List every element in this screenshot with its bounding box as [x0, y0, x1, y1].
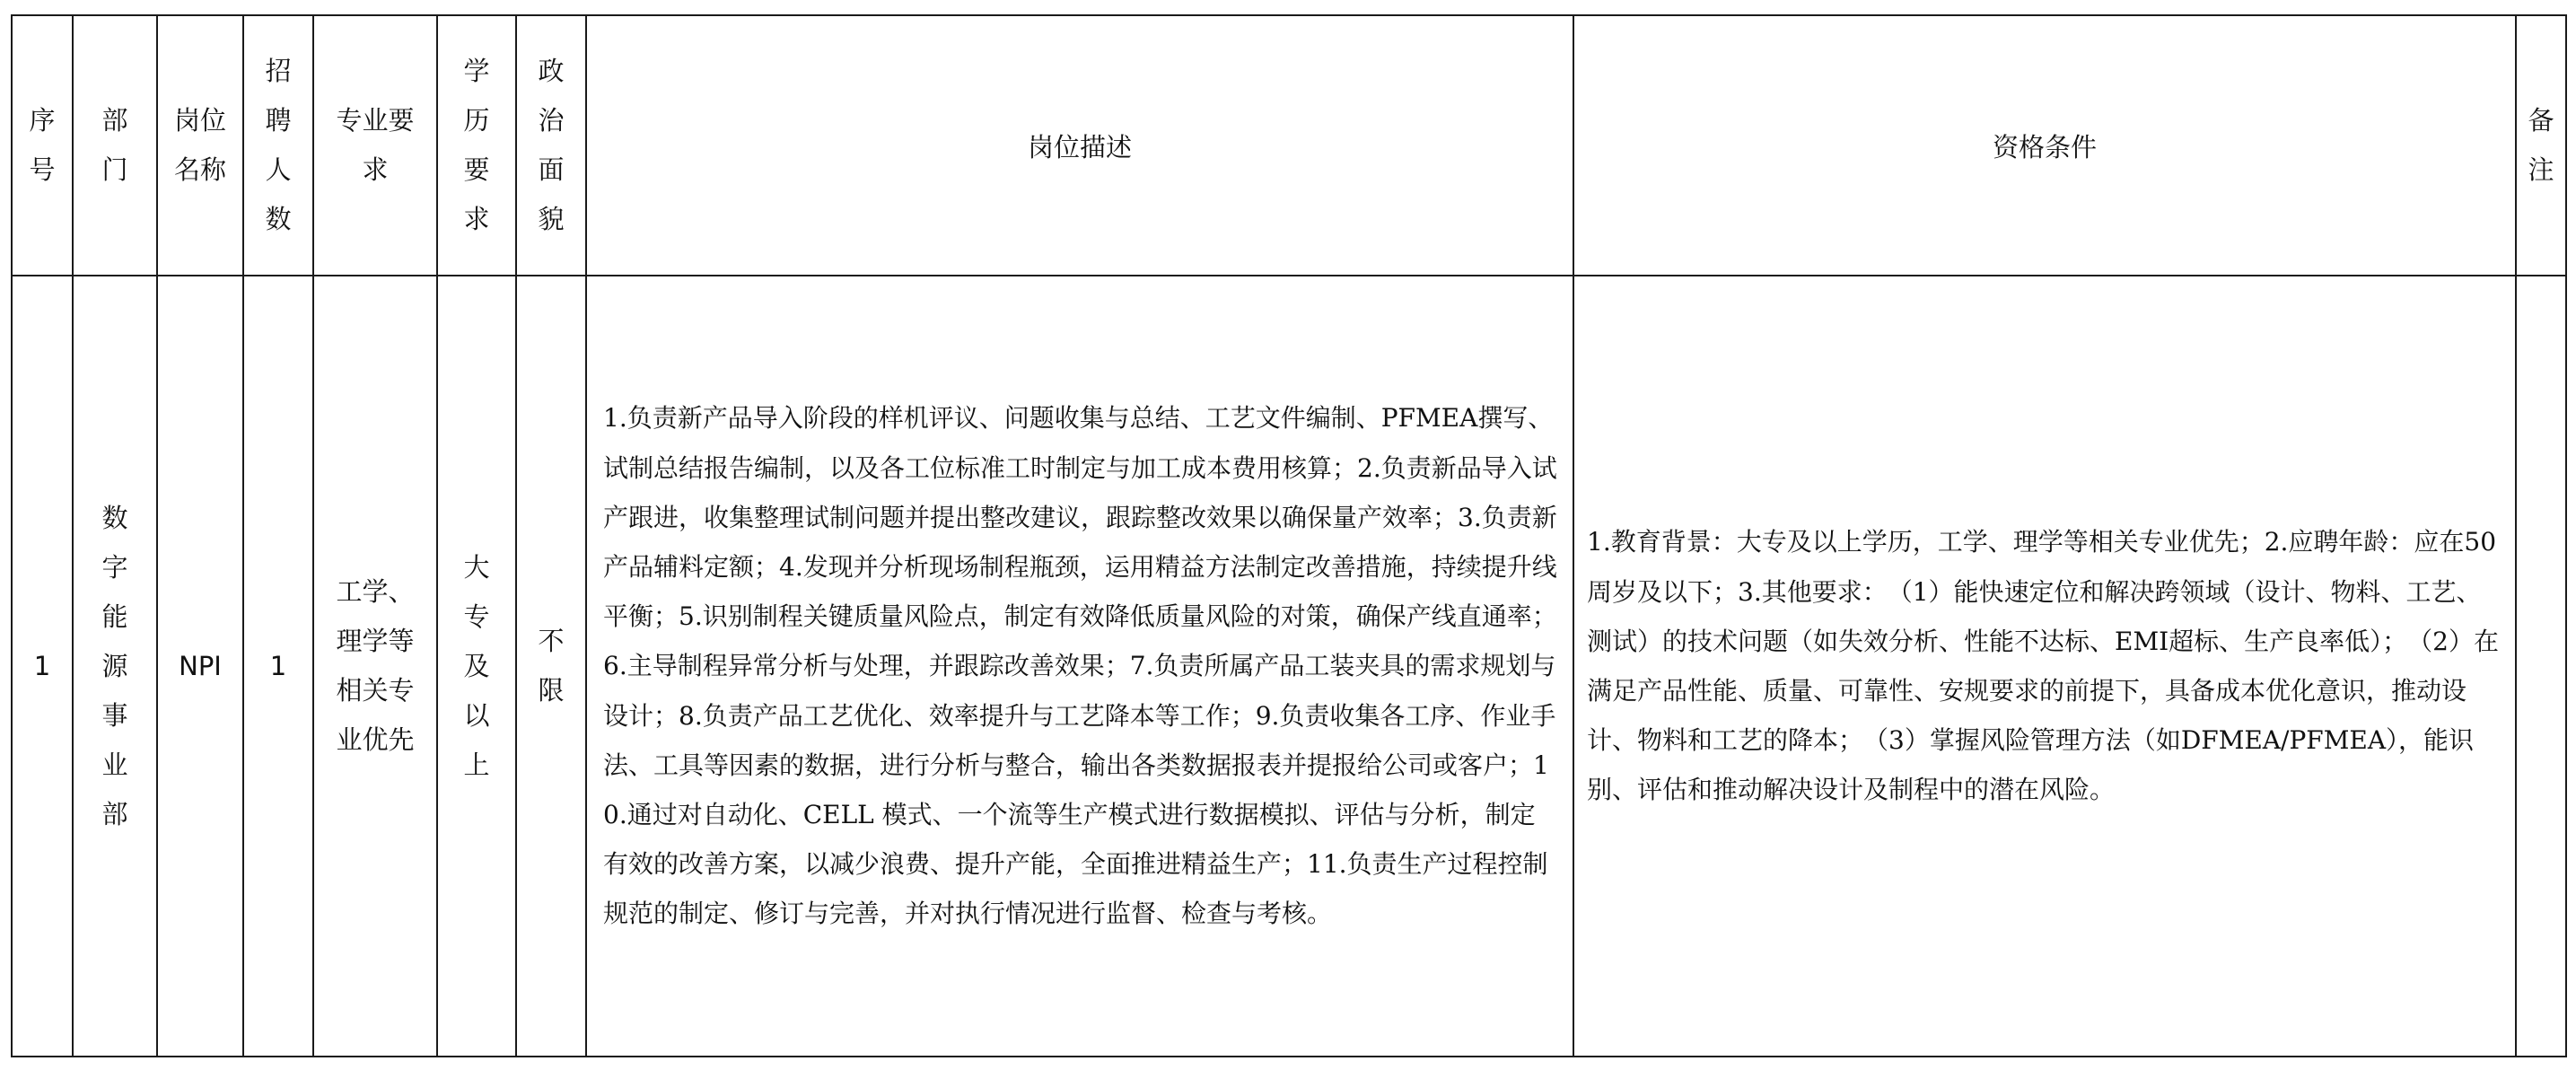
header-dept: 部门 [73, 15, 157, 276]
header-row [12, 15, 2566, 276]
header-education: 学历要求 [437, 15, 516, 276]
cell-description: 1.负责新产品导入阶段的样机评议、问题收集与总结、工艺文件编制、PFMEA撰写、试制总结报告编制，以及各工位标准工时制定与加工成本费用核算；2.负责新品导入试产跟进，收集整理试制问题并提出整改建议，跟踪整改效果以确保量产效率；3.负责新产品辅料定额；4.发现并分析现场制程瓶颈，运用精益方法制定改善措施，持续提升线平衡；5.识别制程关键质量风险点，制定有效降低质量风险的对策，确保产线直通率；6.主导制程异常分析与处理，并跟踪改善效果；7.负责所属产品工装夹具的需求规划与设计；8.负责产品工艺优化、效率提升与工艺降本等工作；9.负责收集各工序、作业手法、工具等因素的数据，进行分析与整合，输出各类数据报表并提报给公司或客户；10.通过对自动化、CELL 模式、一个流等生产模式进行数据模拟、评估与分析，制定有效的改善方案，以减少浪费、提升产能，全面推进精益生产；11.负责生产过程控制规范的制定、修订与完善，并对执行情况进行监督、检查与考核。 [586, 276, 1573, 1057]
header-headcount: 招聘人数 [243, 15, 313, 276]
cell-political: 不限 [516, 276, 586, 1057]
header-major: 专业要求 [313, 15, 437, 276]
header-remarks: 备注 [2516, 15, 2566, 276]
header-qualifications: 资格条件 [1573, 15, 2516, 276]
cell-qualifications: 1.教育背景：大专及以上学历，工学、理学等相关专业优先；2.应聘年龄：应在50周岁及以下；3.其他要求： （1）能快速定位和解决跨领域（设计、物料、工艺、测试）的技术问题（如失效分析、性能不达标、EMI超标、生产良率低）； （2）在满足产品性能、质量、可靠性、安规要求的前提下，具备成本优化意识，推动设计、物料和工艺的降本； （3）掌握风险管理方法（如DFMEA/PFMEA），能识别、评估和推动解决设计及制程中的潜在风险。 [1573, 276, 2516, 1057]
cell-remarks [2516, 276, 2566, 1057]
cell-position: NPI [157, 276, 243, 1057]
cell-education: 大专及以上 [437, 276, 516, 1057]
header-seq: 序号 [12, 15, 73, 276]
cell-dept: 数字能源事业部 [73, 276, 157, 1057]
cell-seq: 1 [12, 276, 73, 1057]
job-posting-table [11, 14, 2567, 1057]
header-position: 岗位名称 [157, 15, 243, 276]
table-row [12, 276, 2566, 1057]
header-description: 岗位描述 [586, 15, 1573, 276]
cell-major: 工学、理学等相关专业优先 [313, 276, 437, 1057]
cell-headcount: 1 [243, 276, 313, 1057]
header-political: 政治面貌 [516, 15, 586, 276]
